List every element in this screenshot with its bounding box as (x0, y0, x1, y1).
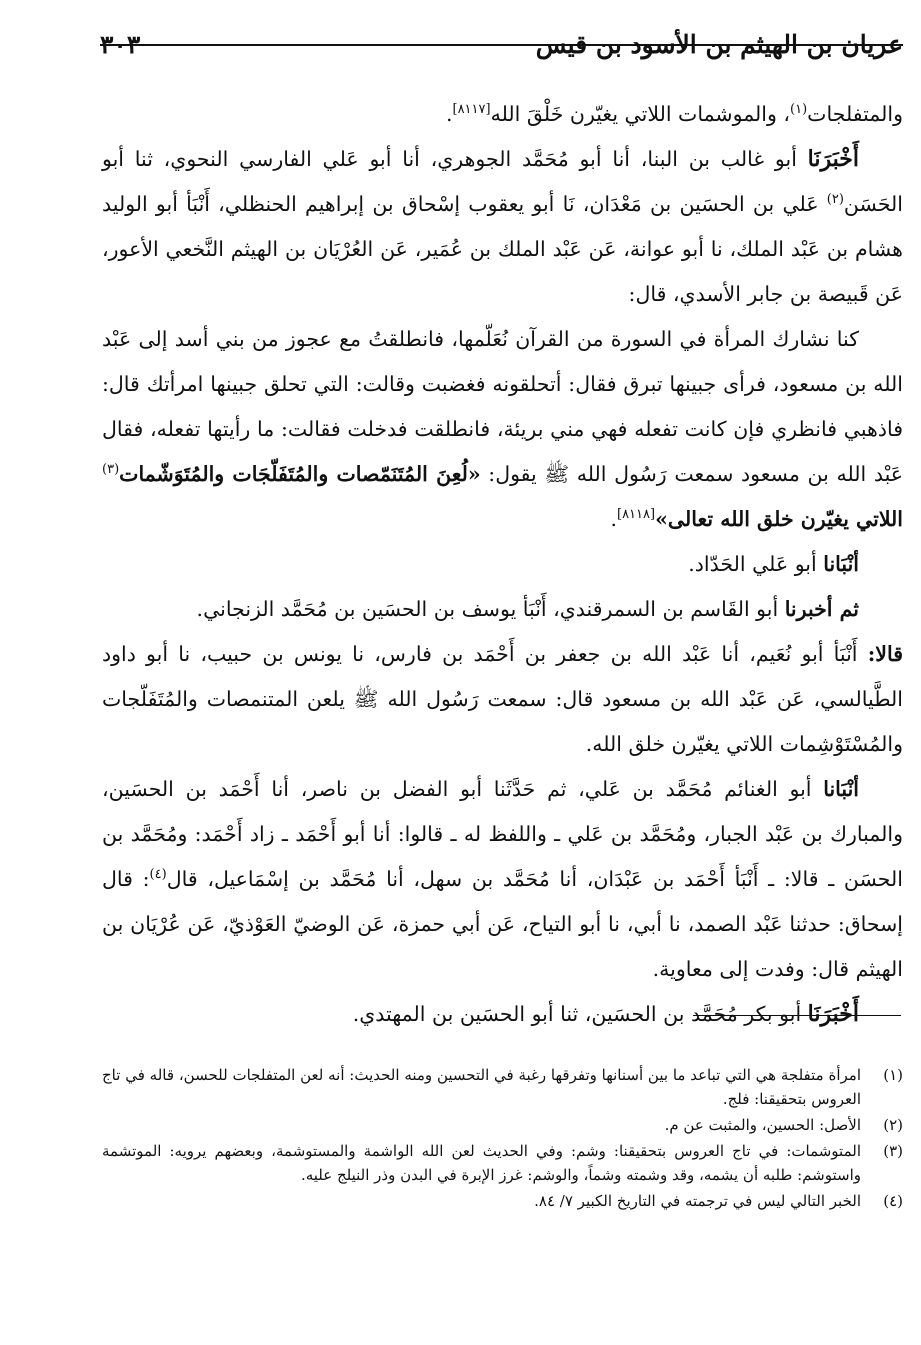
paragraph-2 (102, 137, 903, 317)
text: : قال إسحاق: حدثنا عَبْد الصمد، نا أبي، نا أبو التياح، عَن أبي حمزة، عَن الوضيّ العَوْذيّ، عَن عُرْيَان بن الهيثم قال: وفدت إلى معاوية. (102, 867, 903, 981)
text: أبو الغنائم مُحَمَّد بن عَلي، ثم حَدَّثَنا أبو الفضل بن ناصر، أنا أَحْمَد بن الحسَين، والمبارك بن عَبْد الجبار، ومُحَمَّد بن عَلي ـ واللفظ له ـ قالوا: أنا أبو أَحْمَد ـ زاد أَحْمَد: ومُحَمَّد بن الحسَن ـ قالا: ـ أَنْبَأ أَحْمَد بن عَبْدَان، أنا مُحَمَّد بن سهل، أنا مُحَمَّد بن إسْمَاعيل، قال (102, 777, 903, 891)
footnote-ref-3[interactable]: (٣) (102, 462, 120, 478)
footnote-ref-2[interactable]: (٢) (826, 192, 844, 208)
paragraph-1 (102, 92, 903, 137)
narration-keyword: أنْبَانا (823, 777, 859, 801)
paragraph-4 (102, 542, 903, 587)
footnote-number: (١) (883, 1066, 903, 1084)
narration-keyword: أَخْبَرَنَا (807, 1001, 859, 1027)
text: أبو عَلي الحَدّاد. (688, 552, 824, 576)
paragraph-6 (102, 632, 903, 767)
header-rule (100, 44, 903, 46)
footnote-number: (٣) (883, 1142, 903, 1160)
running-header (100, 30, 903, 70)
paragraph-5 (102, 587, 903, 632)
footnote-item (102, 1189, 903, 1213)
footnote-ref-1[interactable]: (١) (790, 102, 808, 118)
footnote-text: المتوشمات: في تاج العروس بتحقيقنا: وشم: وفي الحديث لعن الله الواشمة والمستوشمة، وبعضهم يرويه: الموتشمة واستوشم: طلبه أن يشمه، وقد وشمته وشماً، والوشم: غرز الإبرة في البدن وذر النيلج عليه. (102, 1142, 861, 1184)
narration-keyword: قالا: (867, 642, 903, 666)
text: كنا نشارك المرأة في السورة من القرآن نُعَلّمها، فانطلقتُ مع عجوز من بني أسد إلى عَبْد الله بن مسعود، فرأى جبينها تبرق فقال: أتحلقونه فغضبت وقالت: التي تحلق جبينها امرأتك قال: فاذهبي فانظري فإن كانت تفعله فهي مني بريئة، فانطلقت فدخلت فقالت: ما رأيتها تفعله، فقال عَبْد الله بن مسعود سمعت رَسُول الله ﷺ يقول: (102, 327, 903, 486)
text: والمتفلجات (807, 102, 903, 126)
footnote-text: الخبر التالي ليس في ترجمته في التاريخ الكبير ٧/ ٨٤. (534, 1192, 861, 1210)
text: . (445, 102, 453, 126)
text: . (610, 507, 617, 531)
hadith-number: [٨١١٧] (452, 102, 491, 118)
footnote-ref-4[interactable]: (٤) (149, 867, 167, 883)
page-number: ٣٠٣ (100, 30, 141, 59)
paragraph-3 (102, 317, 903, 542)
footnote-item (102, 1139, 903, 1187)
text: أبو بكر مُحَمَّد بن الحسَين، ثنا أبو الحسَين بن المهتدي. (352, 1002, 808, 1026)
footnotes (102, 1063, 903, 1215)
text: أبو القَاسم بن السمرقندي، أَنْبَأ يوسف بن الحسَين بن مُحَمَّد الزنجاني. (196, 597, 785, 621)
footnote-separator (693, 1015, 901, 1016)
hadith-quote: اللاتي يغيّرن خلق الله تعالى» (655, 507, 903, 531)
footnote-number: (٤) (883, 1192, 903, 1210)
main-text (102, 92, 903, 1037)
header-title: عريان بن الهيثم بن الأسود بن قيس (535, 30, 903, 59)
footnote-number: (٢) (883, 1116, 903, 1134)
footnote-item (102, 1063, 903, 1111)
hadith-quote: «لُعِنَ المُتَنَمّصات والمُتَفَلّجَات والمُتَوَشّمات (119, 462, 481, 486)
text: أبو غالب بن البنا، أنا أبو مُحَمَّد الجوهري، أنا أبو عَلي الفارسي النحوي، ثنا أبو الحَسَن (102, 147, 903, 216)
narration-keyword: أَخْبَرَنَا (807, 146, 859, 172)
hadith-number: [٨١١٨] (616, 507, 656, 523)
text: ، والموشمات اللاتي يغيّرن خَلْقَ الله (490, 102, 791, 126)
paragraph-7 (102, 767, 903, 992)
narration-keyword: أنْبَانا (823, 552, 859, 576)
narration-keyword: ثم أخبرنا (784, 597, 859, 621)
footnote-text: الأصل: الحسين، والمثبت عن م. (664, 1116, 861, 1134)
footnote-text: امرأة متفلجة هي التي تباعد ما بين أسنانها وتفرقها رغبة في التحسين ومنه الحديث: أنه لعن المتفلجات للحسن، قاله في تاج العروس بتحقيقنا: فلج. (102, 1066, 861, 1108)
footnote-item (102, 1113, 903, 1137)
text: عَلي بن الحسَين بن مَعْدَان، نَا أبو يعقوب إسْحاق بن إبراهيم الحنظلي، أَنْبَأ أبو الوليد هشام بن عَبْد الملك، نا أبو عوانة، عَن عَبْد الملك بن عُمَير، عَن العُرْيَان بن الهيثم النَّخعي الأعور، عَن قَبيصة بن جابر الأسدي، قال: (102, 192, 903, 306)
text: أَنْبَأ أبو نُعَيم، أنا عَبْد الله بن جعفر بن أَحْمَد بن فارس، نا يونس بن حبيب، نا أبو داود الطَّيالسي، عَن عَبْد الله بن مسعود قال: سمعت رَسُول الله ﷺ يلعن المتنمصات والمُتَفَلّجات والمُسْتَوْشِمات اللاتي يغيّرن خلق الله. (102, 642, 903, 756)
